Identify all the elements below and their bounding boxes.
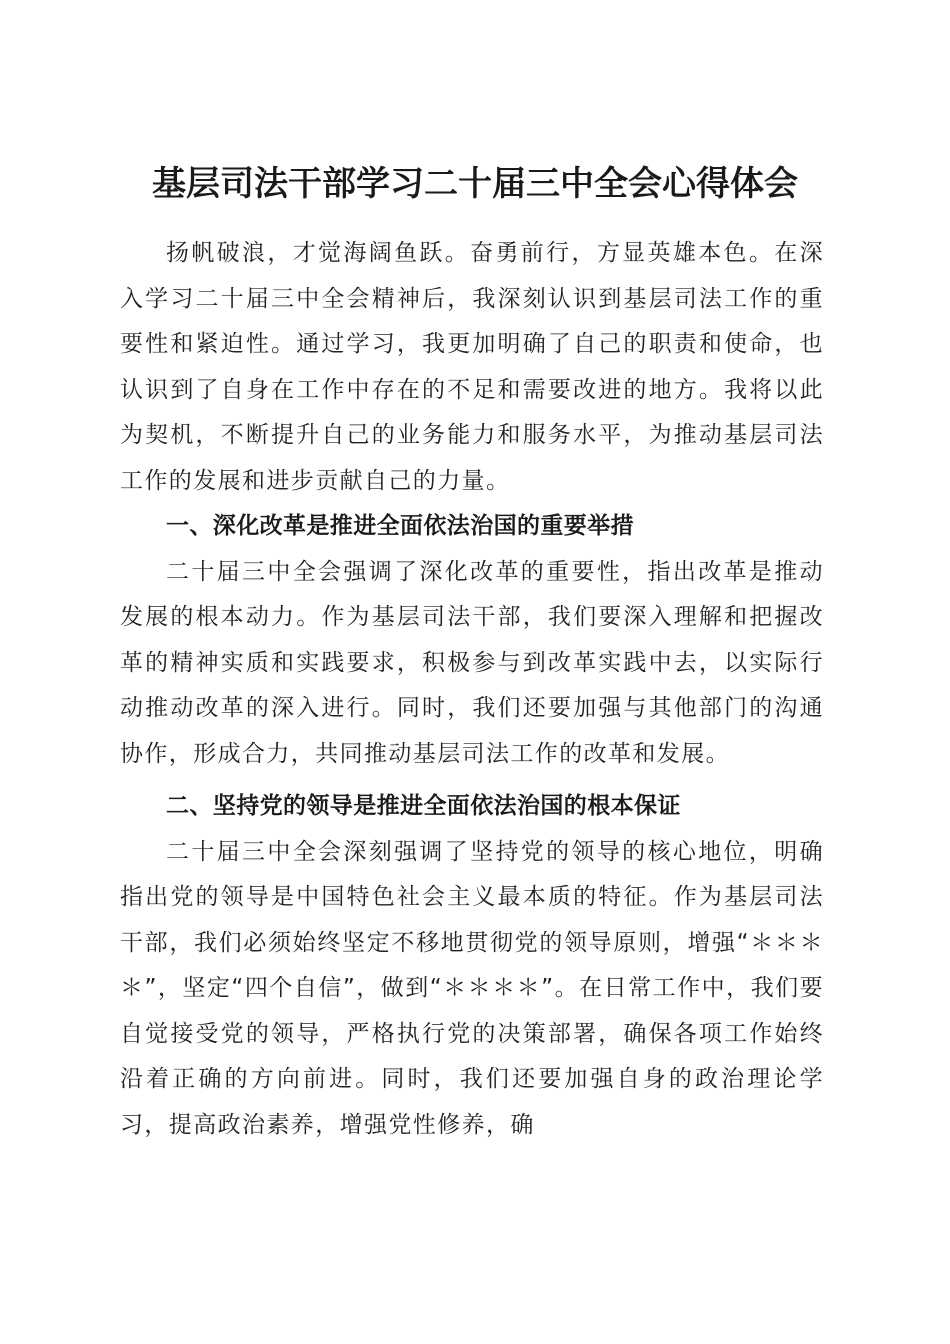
- section-paragraph-1: 二十届三中全会强调了深化改革的重要性，指出改革是推动发展的根本动力。作为基层司法干部，我们要深入理解和把握改革的精神实质和实践要求，积极参与到改革实践中去，以实际行动推动改革的深入进行。同时，我们还要加强与其他部门的沟通协作，形成合力，共同推动基层司法工作的改革和发展。: [120, 558, 824, 767]
- section-heading-2: 二、坚持党的领导是推进全面依法治国的根本保证: [166, 793, 681, 819]
- section-paragraph-2: 二十届三中全会深刻强调了坚持党的领导的核心地位，明确指出党的领导是中国特色社会主义最本质的特征。作为基层司法干部，我们必须始终坚定不移地贯彻党的领导原则，增强“＊＊＊＊”，坚定“四个自信”，做到“＊＊＊＊”。在日常工作中，我们要自觉接受党的领导，严格执行党的决策部署，确保各项工作始终沿着正确的方向前进。同时，我们还要加强自身的政治理论学习，提高政治素养，增强党性修养，确: [120, 838, 824, 1138]
- document-body: [120, 231, 824, 1148]
- section-heading-1: 一、深化改革是推进全面依法治国的重要举措: [166, 513, 634, 539]
- intro-paragraph: 扬帆破浪，才觉海阔鱼跃。奋勇前行，方显英雄本色。在深入学习二十届三中全会精神后，我深刻认识到基层司法工作的重要性和紧迫性。通过学习，我更加明确了自己的职责和使命，也认识到了自身在工作中存在的不足和需要改进的地方。我将以此为契机，不断提升自己的业务能力和服务水平，为推动基层司法工作的发展和进步贡献自己的力量。: [120, 240, 824, 494]
- section-spacer: [120, 777, 824, 784]
- page-title: 基层司法干部学习二十届三中全会心得体会: [152, 163, 798, 204]
